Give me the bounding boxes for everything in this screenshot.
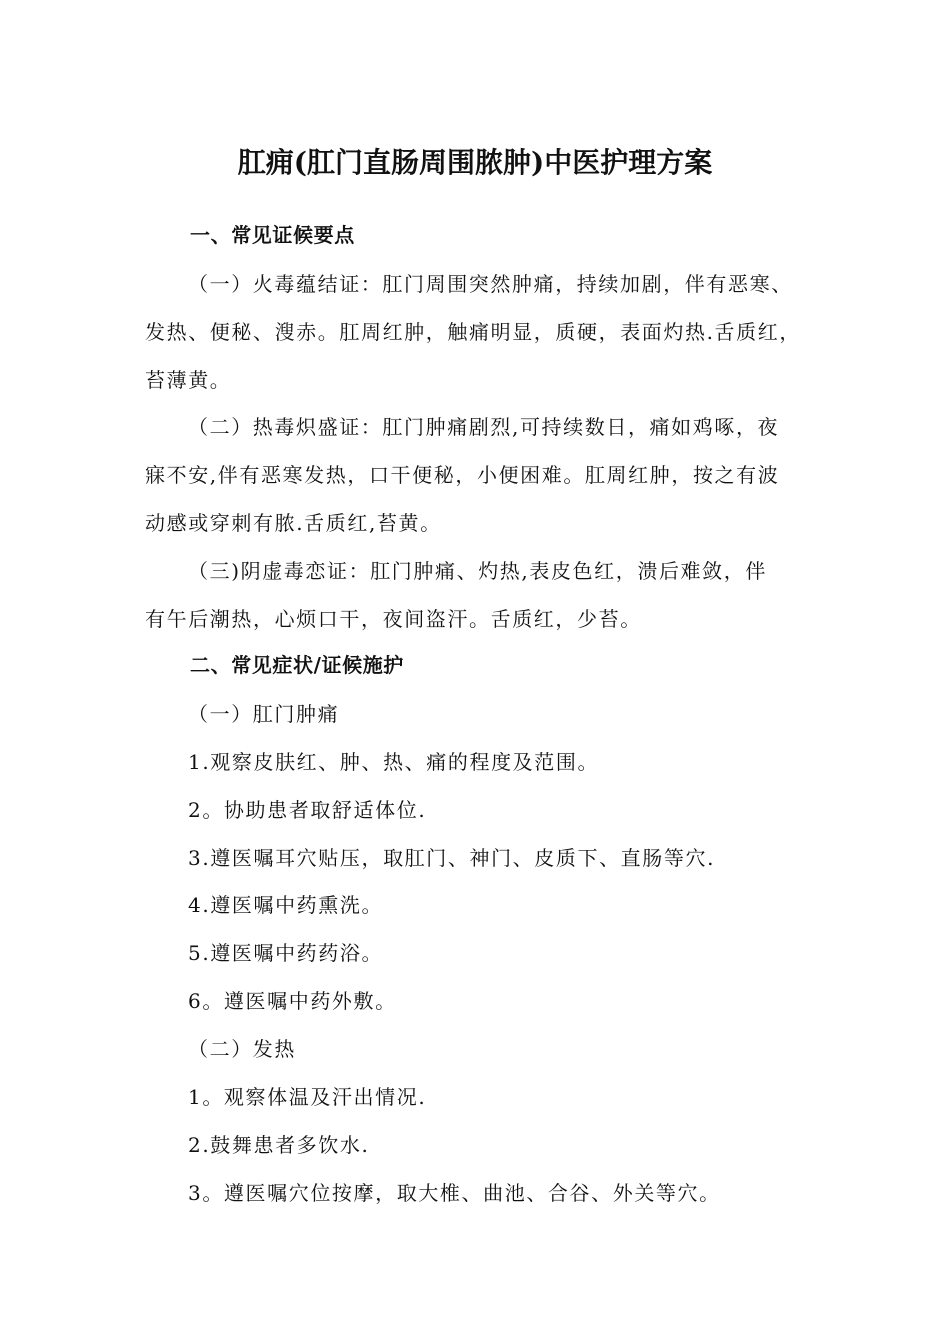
anal-pain-item-2: 2。协助患者取舒适体位. xyxy=(188,798,427,822)
syndrome-2-line-3: 动感或穿刺有脓.舌质红,苔黄。 xyxy=(145,511,442,535)
anal-pain-item-1: 1.观察皮肤红、肿、热、痛的程度及范围。 xyxy=(188,750,600,774)
syndrome-1-line-3: 苔薄黄。 xyxy=(145,368,232,392)
document-title: 肛痈(肛门直肠周围脓肿)中医护理方案 xyxy=(237,146,713,179)
fever-item-1: 1。观察体温及汗出情况. xyxy=(188,1085,427,1109)
anal-pain-item-5: 5.遵医嘱中药药浴。 xyxy=(188,941,384,965)
syndrome-2-line-1: （二）热毒炽盛证：肛门肿痛剧烈,可持续数日，痛如鸡啄，夜 xyxy=(188,415,780,439)
syndrome-3-line-2: 有午后潮热，心烦口干，夜间盗汗。舌质红，少苔。 xyxy=(145,607,642,631)
syndrome-3-line-1: （三)阴虚毒恋证：肛门肿痛、灼热,表皮色红，溃后难敛，伴 xyxy=(188,559,767,583)
anal-pain-item-6: 6。遵医嘱中药外敷。 xyxy=(188,989,397,1013)
fever-item-3: 3。遵医嘱穴位按摩，取大椎、曲池、合谷、外关等穴。 xyxy=(188,1181,721,1205)
anal-pain-item-3: 3.遵医嘱耳穴贴压，取肛门、神门、皮质下、直肠等穴. xyxy=(188,846,716,870)
syndrome-2-line-2: 寐不安,伴有恶寒发热，口干便秘，小便困难。肛周红肿，按之有波 xyxy=(145,463,780,487)
section-heading-syndromes: 一、常见证候要点 xyxy=(190,223,355,247)
section-heading-nursing: 二、常见症状/证候施护 xyxy=(190,653,404,677)
anal-pain-item-4: 4.遵医嘱中药熏洗。 xyxy=(188,893,384,917)
syndrome-1-line-1: （一）火毒蕴结证：肛门周围突然肿痛，持续加剧，伴有恶寒、 xyxy=(188,272,793,296)
subsection-heading-anal-pain: （一）肛门肿痛 xyxy=(188,702,340,726)
syndrome-1-line-2: 发热、便秘、溲赤。肛周红肿，触痛明显，质硬，表面灼热.舌质红， xyxy=(145,320,801,344)
subsection-heading-fever: （二）发热 xyxy=(188,1037,296,1061)
fever-item-2: 2.鼓舞患者多饮水. xyxy=(188,1133,370,1157)
